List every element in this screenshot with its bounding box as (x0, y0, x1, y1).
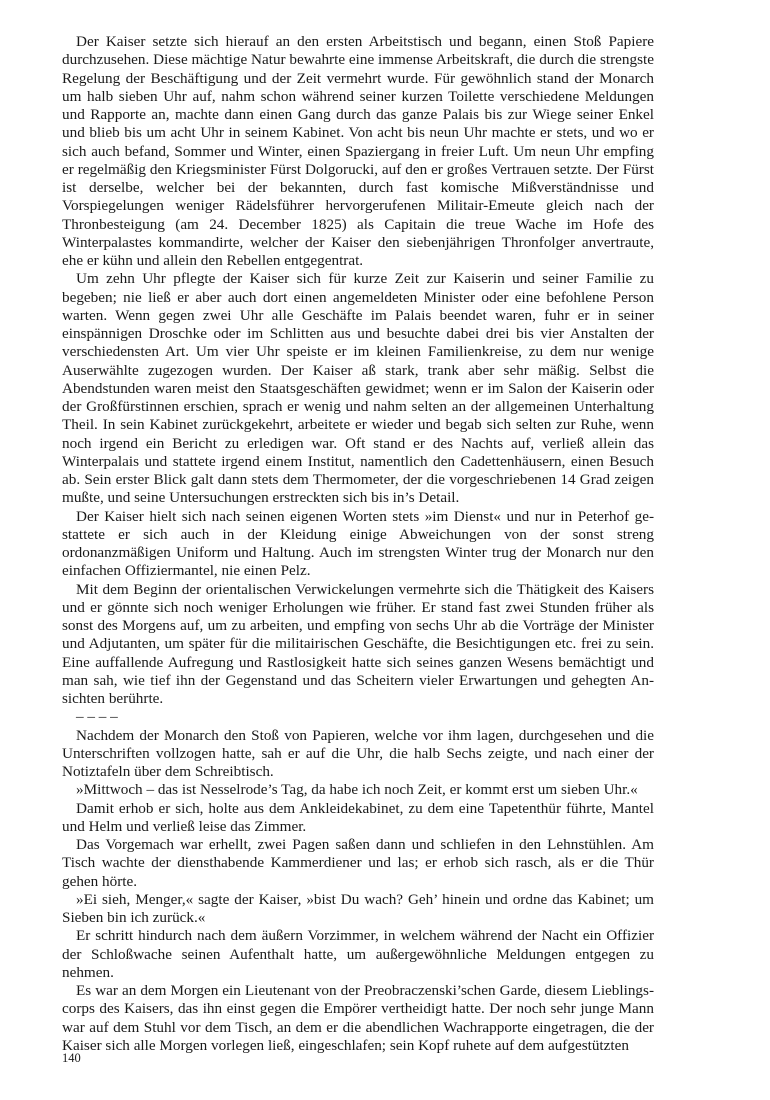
section-separator: – – – – (76, 708, 118, 726)
paragraph-menger-quote: »Ei sieh, Menger,« sagte der Kaiser, »bist Du wach? Geh’ hinein und ordne das Kabinet; um Sieben bin ich zurück.« (62, 890, 654, 926)
paragraph-oriental-affairs: Mit dem Beginn der orientalischen Verwickelungen vermehrte sich die Thätigkeit des Kaisers und er gönnte sich noch weniger Erholungen wie früher. Er stand fast zwei Stunden früher als sonst des Morgens auf, um zu arbeiten, und empfing von sechs Uhr ab die Vorträge der Minister und Adjutanten, um später für die militairischen Geschäfte, die Besichtigungen etc. frei zu sein. Eine auffallende Aufregung und Rastlosigkeit hatte sich seines ganzen Wesens bemächtigt und man sah, wie tief ihn der Gegenstand und das Scheitern vieler Erwartungen und gehegten Ansichten berührte. (62, 580, 654, 707)
paragraph-afternoon-schedule: Um zehn Uhr pflegte der Kaiser sich für kurze Zeit zur Kaiserin und seiner Familie zu begeben; nie ließ er aber auch dort einen angemeldeten Minister oder eine befohlene Person warten. Wenn gegen zwei Uhr alle Geschäfte im Palais beendet waren, fuhr er in seiner einspännigen Droschke oder im Schlitten aus und besuchte dabei drei bis vier Anstalten der verschiedensten Art. Um vier Uhr speiste er im kleinen Familienkreise, zu dem nur wenige Auserwählte zugezogen wurden. Der Kaiser aß stark, trank aber sehr mäßig. Selbst die Abendstunden waren meist den Staatsgeschäften gewidmet; wenn er im Salon der Kaiserin oder der Großfürstinnen erschien, sprach er wenig und nahm selten an der allgemeinen Unterhaltung Theil. In sein Kabinet zurückgekehrt, arbeitete er wieder und begab sich selten zur Ruhe, wenn noch irgend ein Bericht zu erledigen war. Oft stand er des Nachts auf, verließ allein das Winterpalais und stattete irgend einem Institut, namentlich den Cadettenhäusern, einen Besuch ab. Sein erster Blick galt dann stets dem Thermometer, der die vorgeschriebenen 14 Grad zeigen mußte, und seine Untersuchungen erstreckten sich bis in’s Detail. (62, 270, 654, 507)
paragraph-lieutenant: Es war an dem Morgen ein Lieutenant von der Preobraczenski’schen Garde, diesem Lieblingscorps des Kaisers, das ihn einst gegen die Empörer vertheidigt hatte. Der noch sehr junge Mann war auf dem Stuhl vor dem Tisch, an dem er die abendlichen Wachrapporte eingetragen, die der Kaiser sich alle Morgen vorlegen ließ, eingeschlafen; sein Kopf ruhete auf dem aufgestützten (62, 982, 654, 1054)
paragraph-daily-routine: Der Kaiser setzte sich hierauf an den ersten Arbeitstisch und begann, einen Stoß Papiere durchzusehen. Diese mächtige Natur bewahrte eine immense Arbeitskraft, die durch die strengste Regelung der Beschäftigung und der Zeit vermehrt wurde. Für gewöhnlich stand der Monarch um halb sieben Uhr auf, nahm schon während seiner kurzen Toilette verschiedene Meldungen und Rapporte an, machte dann einen Gang durch das ganze Palais bis zur Wiege seiner Enkel und blieb bis um acht Uhr in seinem Kabinet. Von acht bis neun Uhr machte er stets, und wo er sich auch befand, Sommer und Winter, einen Spaziergang in freier Luft. Um neun Uhr empfing er regelmäßig den Kriegsminister Fürst Dolgorucki, auf den er großes Vertrauen setzte. Der Fürst ist derselbe, welcher bei der bekannten, durch fast komische Mißverständnisse und Vorspiegelungen weniger Rädelsführer hervorgerufenen Militair-Emeute gleich nach der Thronbesteigung (am 24. December 1825) als Capitain die treue Wache im Hofe des Winterpalastes kommandirte, welcher der Kaiser den siebenjährigen Thronfolger anvertraute, ehe er kühn und allein den Rebellen entgegentrat. (62, 33, 654, 269)
page-body (62, 33, 654, 1055)
paragraph-service-uniform: Der Kaiser hielt sich nach seinen eigenen Worten stets »im Dienst« und nur in Peterhof gestattete er sich auch in der Kleidung einige Abweichungen von der sonst streng ordonanzmäßigen Uniform und Haltung. Auch im strengsten Winter trug der Monarch nur den einfachen Offiziermantel, nie einen Pelz. (62, 507, 654, 580)
paragraph-leaves-room: Damit erhob er sich, holte aus dem Ankleidekabinet, zu dem eine Tapetenthür führte, Mantel und Helm und verließ leise das Zimmer. (62, 799, 654, 835)
paragraph-wednesday-quote: »Mittwoch – das ist Nesselrode’s Tag, da habe ich noch Zeit, er kommt erst um sieben Uhr.« (76, 781, 638, 799)
paragraph-outer-room: Er schritt hindurch nach dem äußern Vorzimmer, in welchem während der Nacht ein Offizier der Schloßwache seinen Aufenthalt hatte, um außergewöhnliche Meldungen entgegen zu nehmen. (62, 927, 654, 981)
paragraph-papers-reviewed: Nachdem der Monarch den Stoß von Papieren, welche vor ihm lagen, durchgesehen und die Unterschriften vollzogen hatte, sah er auf die Uhr, die halb Sechs zeigte, und nach einer der Notiztafeln über dem Schreibtisch. (62, 726, 654, 780)
paragraph-antechamber: Das Vorgemach war erhellt, zwei Pagen saßen dann und schliefen in den Lehnstühlen. Am Tisch wachte der diensthabende Kammerdiener und las; er erhob sich rasch, als er die Thür gehen hörte. (62, 836, 654, 890)
page-number: 140 (62, 1051, 81, 1065)
